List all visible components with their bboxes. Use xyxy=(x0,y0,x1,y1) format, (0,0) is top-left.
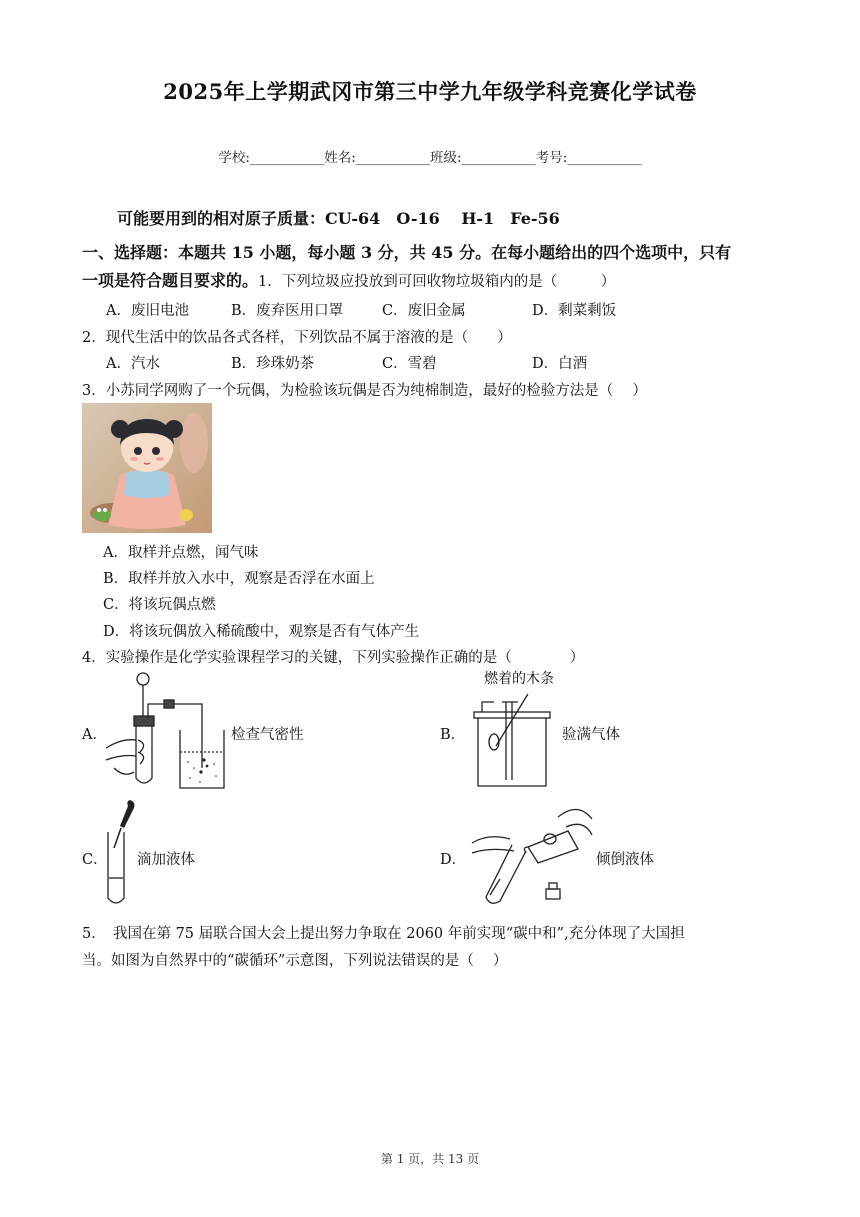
q1-option-a: A．废旧电池 xyxy=(106,303,189,319)
q2-option-a: A．汽水 xyxy=(106,356,160,372)
q1-option-b: B．废弃医用口罩 xyxy=(231,303,344,319)
q4-option-a-letter: A． xyxy=(82,727,107,743)
section-heading-line2-row xyxy=(82,268,615,291)
doll-photo xyxy=(82,403,212,533)
q4-option-d-label: 倾倒液体 xyxy=(596,852,654,868)
exam-title: 2025年上学期武冈市第三中学九年级学科竞赛化学试卷 xyxy=(163,79,697,104)
q2-option-c: C．雪碧 xyxy=(382,356,437,372)
q5-line2: 当。如图为自然界中的“碳循环”示意图，下列说法错误的是（ ） xyxy=(82,953,508,969)
q1-option-c: C．废旧金属 xyxy=(382,303,466,319)
q3-option-c: C．将该玩偶点燃 xyxy=(103,597,216,613)
q3-option-b: B．取样并放入水中，观察是否浮在水面上 xyxy=(103,571,375,587)
q4-option-b-caption: 燃着的木条 xyxy=(484,671,554,687)
student-info-line: 学校:___________姓名:___________班级:___________考号:___________ xyxy=(218,150,642,166)
airtightness-check-diagram xyxy=(104,668,230,796)
q3-stem: 3．小苏同学网购了一个玩偶，为检验该玩偶是否为纯棉制造，最好的检验方法是（ ） xyxy=(82,383,647,399)
section-heading-line2: 一项是符合题目要求的。 xyxy=(82,271,259,290)
section-heading-line1: 一、选择题：本题共 15 小题，每小题 3 分，共 45 分。在每小题给出的四个选项中，只有 xyxy=(82,243,732,262)
q4-stem: 4．实验操作是化学实验课程学习的关键，下列实验操作正确的是（ ） xyxy=(82,650,585,666)
q4-option-c-letter: C． xyxy=(82,852,108,868)
q5-line1: 5． 我国在第 75 届联合国大会上提出努力争取在 2060 年前实现“碳中和”,充分体现了大国担 xyxy=(82,926,685,942)
q2-option-b: B．珍珠奶茶 xyxy=(231,356,315,372)
q1-option-d: D．剩菜剩饭 xyxy=(532,303,617,319)
gas-full-check-diagram xyxy=(462,690,558,790)
pouring-liquid-diagram xyxy=(466,797,596,911)
q3-option-d: D．将该玩偶放入稀硫酸中，观察是否有气体产生 xyxy=(103,624,420,640)
q4-option-d-letter: D． xyxy=(440,852,467,868)
q4-option-b-letter: B． xyxy=(440,727,466,743)
q2-option-d: D．白酒 xyxy=(532,356,588,372)
atomic-masses-note: 可能要用到的相对原子质量：CU-64 O-16 H-1 Fe-56 xyxy=(117,209,560,228)
page-footer: 第 1 页，共 13 页 xyxy=(380,1152,480,1166)
q3-option-a: A．取样并点燃，闻气味 xyxy=(103,545,259,561)
dropping-liquid-diagram xyxy=(100,798,140,910)
q4-option-c-label: 滴加液体 xyxy=(137,852,195,868)
q4-option-b-label: 验满气体 xyxy=(562,727,620,743)
q4-option-a-label: 检查气密性 xyxy=(231,727,304,743)
q1-stem: 1．下列垃圾应投放到可回收物垃圾箱内的是（ ） xyxy=(258,274,616,290)
q2-stem: 2．现代生活中的饮品各式各样，下列饮品不属于溶液的是（ ） xyxy=(82,330,512,346)
